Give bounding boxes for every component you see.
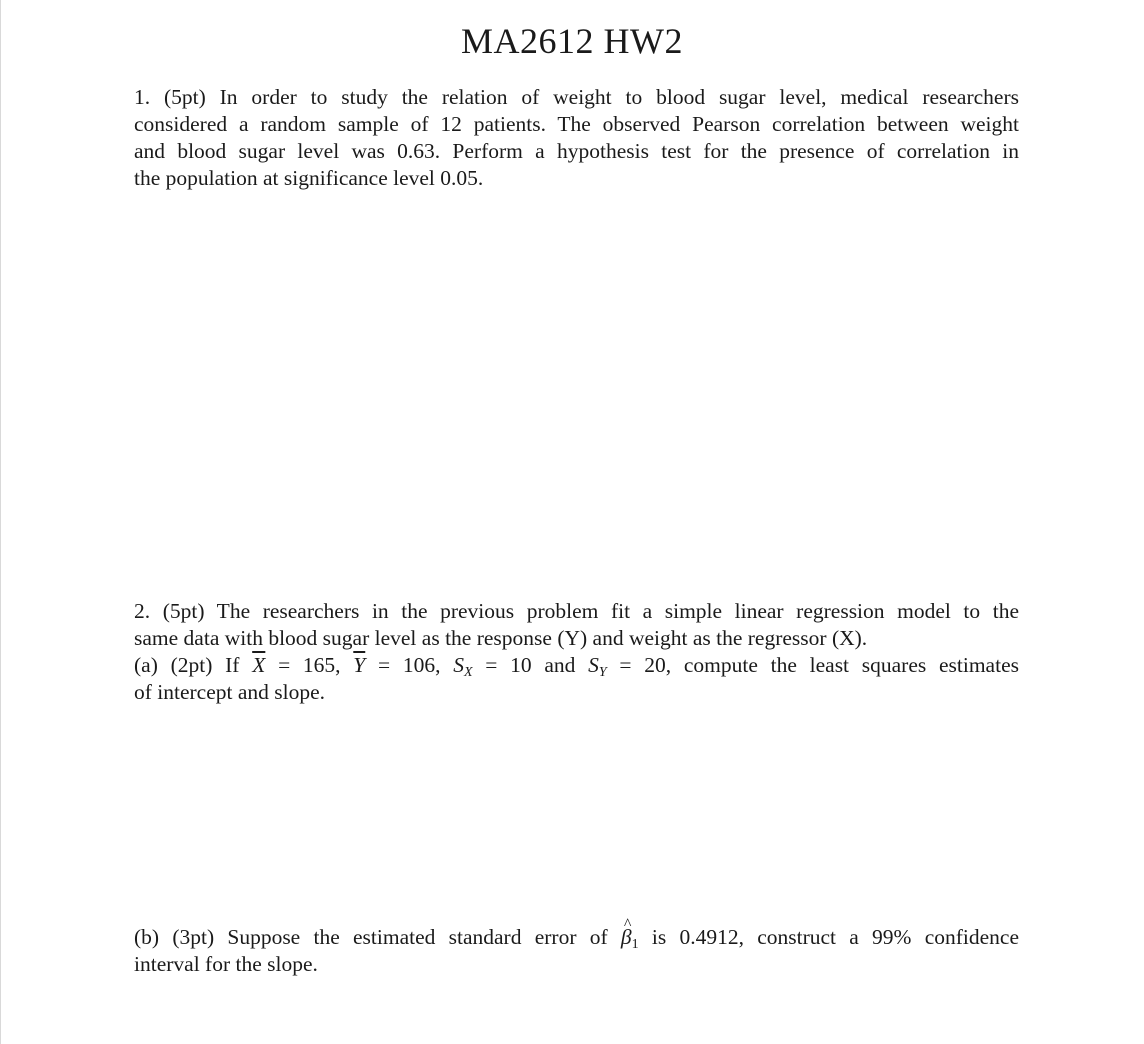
- sy-value: = 20, compute the least squares estimates: [619, 653, 1019, 677]
- question-1-line: the population at significance level 0.05.: [134, 166, 484, 190]
- sx-symbol: S: [453, 653, 464, 677]
- question-2b-suffix: is 0.4912, construct a 99% confidence: [651, 925, 1020, 949]
- question-1-line: 1. (5pt) In order to study the relation of weight to blood sugar level, medical researchers: [134, 85, 1019, 109]
- question-2-line: 2. (5pt) The researchers in the previous problem fit a simple linear regression model to the: [134, 599, 1019, 623]
- question-2b-prefix: (b) (3pt) Suppose the estimated standard error of: [134, 925, 608, 949]
- question-2b-line: [134, 924, 1019, 951]
- question-1-line: and blood sugar level was 0.63. Perform a hypothesis test for the presence of correlation in: [134, 139, 1019, 163]
- page-edge: [0, 0, 1, 1044]
- sx-value: = 10 and: [485, 653, 576, 677]
- y-bar-value: = 106,: [377, 653, 441, 677]
- question-1: [134, 84, 1019, 192]
- question-2b: [134, 924, 1019, 978]
- sy-subscript: Y: [598, 665, 607, 680]
- beta-subscript: 1: [631, 937, 639, 952]
- y-bar-symbol: $\overline{Y}$: [353, 653, 366, 677]
- sy-symbol: S: [588, 653, 599, 677]
- x-bar-value: = 165,: [278, 653, 341, 677]
- beta-hat-symbol: ^ β: [621, 924, 632, 951]
- x-bar-symbol: $\overline{X}$: [252, 653, 266, 677]
- question-2a-prefix: (a) (2pt) If: [134, 653, 240, 677]
- question-2a-line: of intercept and slope.: [134, 680, 326, 704]
- page-title: MA2612 HW2: [461, 21, 683, 61]
- question-1-line: considered a random sample of 12 patients. The observed Pearson correlation between weight: [134, 112, 1019, 136]
- sx-subscript: X: [463, 665, 473, 680]
- question-2b-line: interval for the slope.: [134, 952, 318, 976]
- question-2: [134, 598, 1019, 706]
- question-2a: [134, 652, 1019, 679]
- question-2-line: same data with blood sugar level as the response (Y) and weight as the regressor (X).: [134, 626, 868, 650]
